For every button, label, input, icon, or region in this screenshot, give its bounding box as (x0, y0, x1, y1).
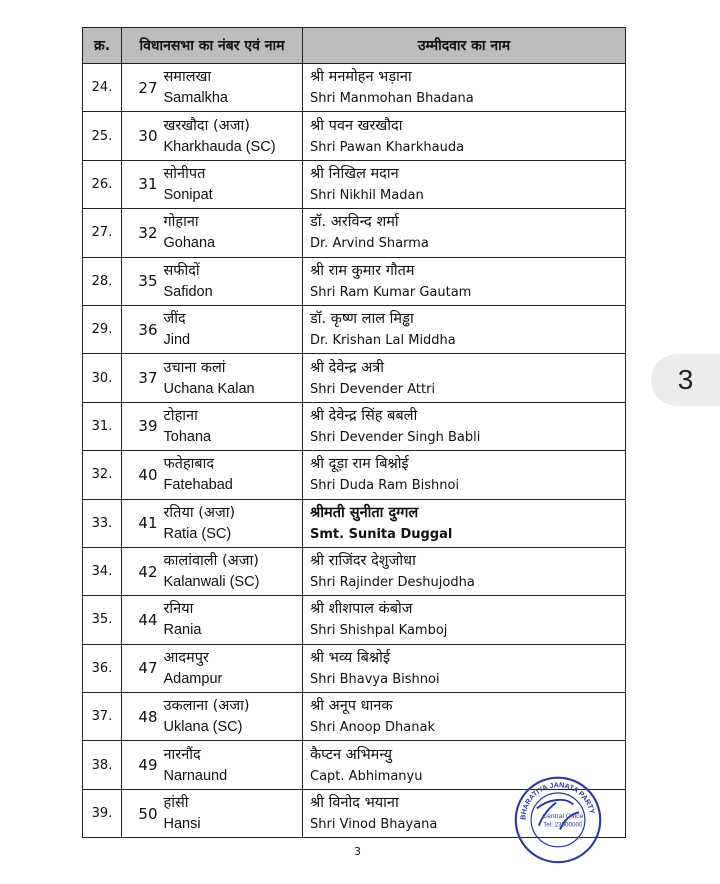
candidate-name-english: Shri Devender Attri (310, 381, 436, 397)
serial-number: 24. (83, 64, 122, 112)
party-seal-stamp (509, 770, 607, 866)
candidate-name-hindi: श्री पवन खरखौदा (310, 117, 403, 134)
candidate-name-english: Dr. Arvind Sharma (310, 236, 429, 252)
serial-number: 27. (83, 209, 122, 257)
constituency-name-english: Fatehabad (163, 477, 233, 494)
constituency-name (162, 693, 303, 741)
candidate-table (82, 27, 626, 838)
candidate-name (303, 305, 626, 353)
page-indicator-tab[interactable]: 3 (651, 354, 720, 406)
candidate-name-english: Shri Nikhil Madan (310, 187, 424, 203)
candidate-name-hindi: श्री मनमोहन भड़ाना (310, 69, 412, 86)
table-row (83, 547, 626, 595)
constituency-name-hindi: उकलाना (अजा) (163, 698, 250, 715)
serial-number: 33. (83, 499, 122, 547)
constituency-number: 32 (122, 209, 162, 257)
constituency-name-english: Gohana (163, 235, 216, 252)
candidate-name-hindi: श्री राजिंदर देशुजोधा (310, 553, 416, 570)
serial-number: 39. (83, 789, 122, 837)
constituency-name-english: Tohana (163, 428, 212, 445)
candidate-name-hindi: श्री दूड़ा राम बिश्नोई (310, 456, 409, 473)
svg-text:Central Office: Central Office (542, 813, 584, 820)
constituency-name-english: Uklana (SC) (163, 719, 243, 736)
table-row (83, 451, 626, 499)
constituency-name (162, 209, 303, 257)
constituency-name-hindi: फतेहाबाद (163, 456, 215, 473)
constituency-name (162, 789, 303, 837)
table-row (83, 693, 626, 741)
candidate-name (303, 209, 626, 257)
constituency-number: 40 (122, 451, 162, 499)
table-row (83, 596, 626, 644)
table-row (83, 160, 626, 208)
candidate-name (303, 354, 626, 402)
constituency-name-english: Samalkha (163, 90, 228, 107)
table-row (83, 64, 626, 112)
candidate-name-english: Capt. Abhimanyu (310, 768, 423, 784)
candidate-name (303, 644, 626, 692)
constituency-name-english: Uchana Kalan (163, 380, 255, 397)
constituency-number: 37 (122, 354, 162, 402)
header-candidate: उम्मीदवार का नाम (303, 28, 626, 64)
candidate-name-hindi: श्री अनूप धानक (310, 698, 393, 715)
constituency-name (162, 402, 303, 450)
constituency-name (162, 160, 303, 208)
constituency-name-hindi: टोहाना (163, 407, 198, 424)
candidate-name (303, 596, 626, 644)
constituency-name (162, 354, 303, 402)
constituency-number: 27 (122, 64, 162, 112)
table-row (83, 209, 626, 257)
constituency-number: 36 (122, 305, 162, 353)
serial-number: 25. (83, 112, 122, 160)
constituency-name-hindi: उचाना कलां (163, 359, 226, 376)
page-number: 3 (354, 845, 361, 858)
serial-number: 32. (83, 451, 122, 499)
candidate-name-hindi: श्री देवेन्द्र सिंह बबली (310, 407, 418, 424)
constituency-name-english: Jind (163, 332, 191, 349)
serial-number: 29. (83, 305, 122, 353)
constituency-number: 35 (122, 257, 162, 305)
candidate-name-english: Shri Vinod Bhayana (310, 817, 438, 833)
candidate-name-english: Shri Pawan Kharkhauda (310, 139, 465, 155)
constituency-name-english: Kharkhauda (SC) (163, 138, 276, 155)
constituency-number: 39 (122, 402, 162, 450)
constituency-name-hindi: समालखा (163, 69, 212, 86)
serial-number: 31. (83, 402, 122, 450)
candidate-name-english: Shri Shishpal Kamboj (310, 623, 448, 639)
constituency-name (162, 644, 303, 692)
constituency-name-hindi: रतिया (अजा) (163, 504, 236, 521)
candidate-name-hindi: श्री देवेन्द्र अत्री (310, 359, 385, 376)
table-row (83, 644, 626, 692)
candidate-name-english: Dr. Krishan Lal Middha (310, 333, 456, 349)
constituency-name (162, 64, 303, 112)
constituency-name (162, 257, 303, 305)
table-header-row (83, 28, 626, 64)
constituency-name (162, 305, 303, 353)
constituency-name-english: Narnaund (163, 767, 228, 784)
candidate-name-english: Smt. Sunita Duggal (310, 526, 453, 542)
constituency-name-english: Rania (163, 622, 202, 639)
constituency-number: 49 (122, 741, 162, 789)
candidate-name-english: Shri Manmohan Bhadana (310, 91, 474, 107)
candidate-name (303, 499, 626, 547)
constituency-name (162, 596, 303, 644)
constituency-number: 50 (122, 789, 162, 837)
constituency-name-english: Ratia (SC) (163, 525, 232, 542)
svg-text:Tel: 23500000: Tel: 23500000 (543, 821, 583, 829)
constituency-name-english: Kalanwali (SC) (163, 574, 260, 591)
constituency-name-hindi: गोहाना (163, 214, 199, 231)
serial-number: 34. (83, 547, 122, 595)
candidate-name-hindi: श्री राम कुमार गौतम (310, 262, 415, 279)
serial-number: 38. (83, 741, 122, 789)
table-row (83, 402, 626, 450)
candidate-name-english: Shri Bhavya Bishnoi (310, 671, 440, 687)
serial-number: 30. (83, 354, 122, 402)
constituency-name-english: Sonipat (163, 186, 213, 203)
candidate-name-english: Shri Duda Ram Bishnoi (310, 478, 460, 494)
stamp-arc-text: BHARATIYA JANATA PARTY (518, 780, 598, 821)
serial-number: 36. (83, 644, 122, 692)
constituency-name-hindi: जींद (163, 311, 186, 328)
constituency-name-hindi: कालांवाली (अजा) (163, 553, 259, 570)
constituency-name (162, 499, 303, 547)
candidate-name-english: Shri Devender Singh Babli (310, 429, 481, 445)
serial-number: 35. (83, 596, 122, 644)
constituency-name-hindi: हांसी (163, 795, 189, 812)
candidate-name (303, 257, 626, 305)
header-sn: क्र. (83, 28, 122, 64)
table-row (83, 257, 626, 305)
candidate-name (303, 160, 626, 208)
candidate-name (303, 64, 626, 112)
candidate-name (303, 112, 626, 160)
candidate-name-english: Shri Anoop Dhanak (310, 720, 435, 736)
constituency-number: 42 (122, 547, 162, 595)
table-row (83, 499, 626, 547)
serial-number: 37. (83, 693, 122, 741)
constituency-name (162, 741, 303, 789)
constituency-number: 30 (122, 112, 162, 160)
constituency-number: 44 (122, 596, 162, 644)
constituency-name-hindi: सफीदों (163, 262, 200, 279)
constituency-name-english: Safidon (163, 283, 213, 300)
constituency-name-hindi: रनिया (163, 601, 194, 618)
constituency-name-english: Hansi (163, 816, 201, 833)
constituency-name (162, 112, 303, 160)
constituency-number: 31 (122, 160, 162, 208)
candidate-name-hindi: कैप्टन अभिमन्यु (310, 746, 393, 763)
candidate-name-hindi: डॉ. कृष्ण लाल मिड्ढा (310, 311, 414, 328)
serial-number: 28. (83, 257, 122, 305)
candidate-name (303, 693, 626, 741)
table-row (83, 112, 626, 160)
candidate-name (303, 547, 626, 595)
candidate-name-hindi: श्री शीशपाल कंबोज (310, 601, 413, 618)
constituency-name-hindi: सोनीपत (163, 165, 206, 182)
serial-number: 26. (83, 160, 122, 208)
table-row (83, 305, 626, 353)
candidate-name-english: Shri Rajinder Deshujodha (310, 575, 475, 591)
candidate-name (303, 451, 626, 499)
candidate-name-hindi: श्रीमती सुनीता दुग्गल (310, 504, 419, 521)
constituency-number: 41 (122, 499, 162, 547)
constituency-name (162, 547, 303, 595)
table-row (83, 354, 626, 402)
candidate-name-english: Shri Ram Kumar Gautam (310, 284, 472, 300)
constituency-name-english: Adampur (163, 670, 223, 687)
constituency-name (162, 451, 303, 499)
header-constituency: विधानसभा का नंबर एवं नाम (122, 28, 303, 64)
constituency-name-hindi: खरखौदा (अजा) (163, 117, 250, 134)
candidate-name-hindi: श्री विनोद भयाना (310, 795, 399, 812)
constituency-number: 47 (122, 644, 162, 692)
candidate-name-hindi: श्री निखिल मदान (310, 165, 399, 182)
constituency-name-hindi: नारनौंद (163, 746, 201, 763)
candidate-name-hindi: डॉ. अरविन्द शर्मा (310, 214, 399, 231)
candidate-name-hindi: श्री भव्य बिश्नोई (310, 649, 390, 666)
constituency-number: 48 (122, 693, 162, 741)
constituency-name-hindi: आदमपुर (163, 649, 209, 666)
candidate-name (303, 402, 626, 450)
